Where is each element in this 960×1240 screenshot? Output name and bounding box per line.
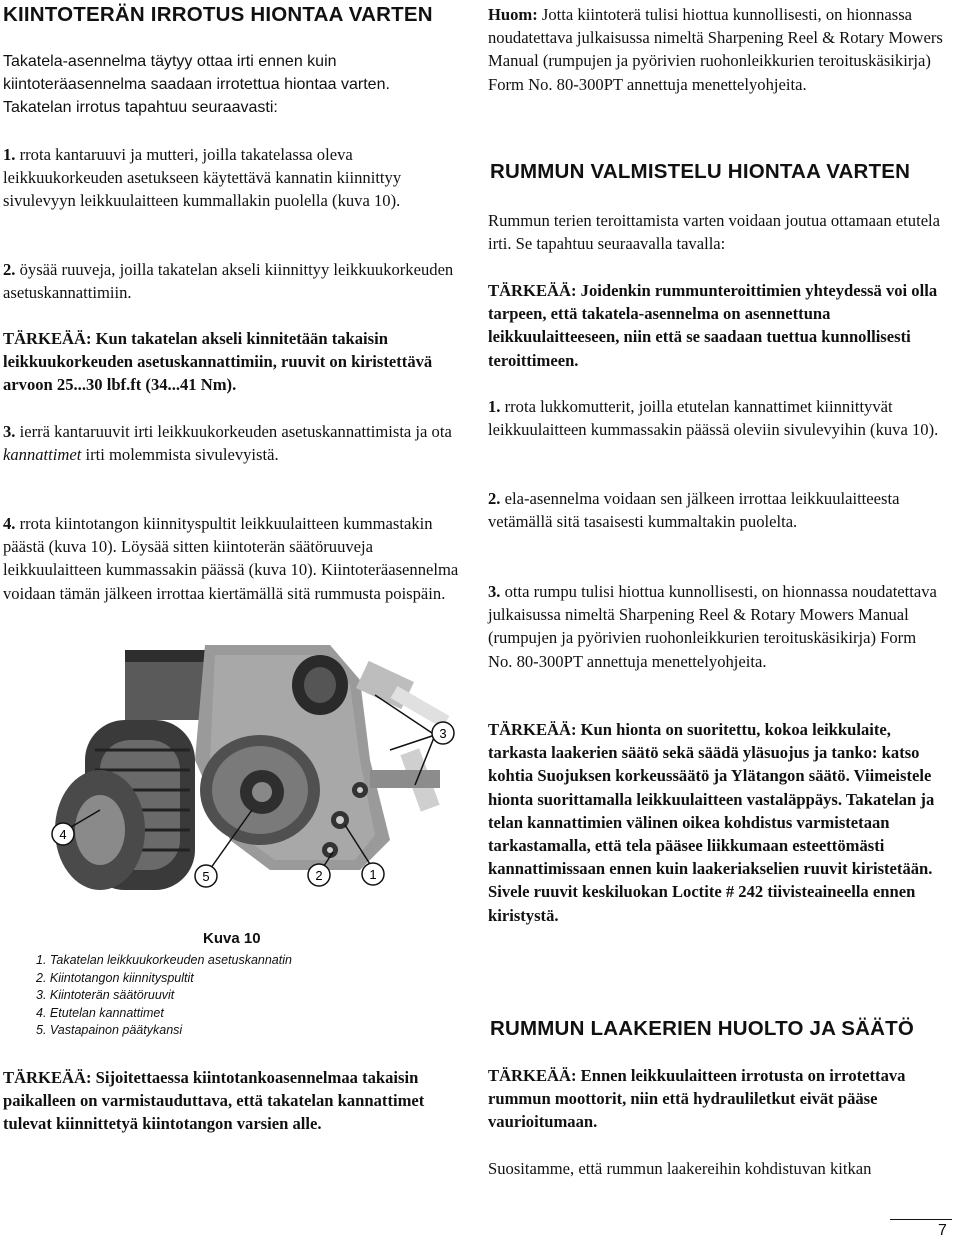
callout-1 [362,863,384,885]
caption-item: 2. Kiintotangon kiinnityspultit [36,970,194,985]
caption-item: 1. Takatelan leikkuukorkeuden asetuskannatin [36,953,292,967]
figure-caption [36,930,476,1040]
mower-assembly-illustration [30,640,470,940]
caption-item: 5. Vastapainon päätykansi [36,1023,183,1038]
important-note-stationary-bar: TÄRKEÄÄ: Sijoitettaessa kiintotankoasennelmaa takaisin paikalleen on varmistauduttava, että takatelan kannattimet tulevat kiinnittetyä kiintotangon varsien alle. [3,1068,425,1134]
step-number: 1. [3,145,16,164]
svg-text:1: 1 [369,867,377,882]
final-paragraph: Suositamme, että rummun laakereihin kohdistuvan kitkan [488,1159,872,1178]
callout-2 [308,864,330,886]
important-note-axle: TÄRKEÄÄ: Kun takatelan akseli kinnitetään takaisin leikkuukorkeuden asetuskannattimiin, ruuvit on kiristettävä arvoon 25...30 lbf.ft (34...41 Nm). [3,329,433,395]
step-text: rrota lukkomutterit, joilla etutelan kannattimet kiinnittyvät leikkuulaitteen kummassakin päässä oleviin sivulevyihin (kuva 10). [488,397,939,440]
step-number: 3. [3,422,16,441]
figure-10-photo [30,640,470,940]
callout-5 [195,865,217,887]
step-4 [3,512,463,605]
important-note-hydraulics: TÄRKEÄÄ: Ennen leikkuulaitteen irrotusta on irrotettava rummun moottorit, niin että hydrauliletkut eivät pääse vaurioitumaan. [488,1066,906,1132]
section-heading-stationary-knife: KIINTOTERÄN IRROTUS HIONTAA VARTEN [3,3,433,26]
svg-text:5: 5 [202,869,210,884]
step-1 [488,395,943,441]
section-heading-reel-prep: RUMMUN VALMISTELU HIONTAA VARTEN [490,160,911,183]
step-text-end: irti molemmista sivulevyistä. [81,445,279,465]
step-number: 2. [3,260,16,279]
important-note-sharpener: TÄRKEÄÄ: Joidenkin rummunteroittimien yhteydessä voi olla tarpeen, että takatela-asennelma on asennettuna leikkuulaitteeseen, niin että se saadaan tuettua kunnollisesti teroittimeen. [488,281,938,370]
callout-3 [432,722,454,744]
step-text-italic: kannattimet [3,445,82,465]
reel-intro-paragraph: Rummun terien teroittamista varten voidaan joutua ottamaan etutela irti. Se tapahtuu seuraavalla tavalla: [488,211,941,254]
step-2 [3,258,463,304]
important-note-reassembly: TÄRKEÄÄ: Kun hionta on suoritettu, kokoa leikkulaite, tarkasta laakerien säätö sekä säädä yläsuojus ja tanko: katso kohtia Suojuksen korkeussäätö ja Ylätangon säätö. Viimeistele hionta suorittamalla leikkuulaitteen vastaläppäys. Takatelan ja telan kannattimien välinen oikea kohdistus varmistetaan tarkastamalla, että tela pääsee liikkumaan esteettömästi kannattimissaan ennen kuin laakeriakselien ruuvit kiristetään. Sivele ruuvit keskiluokan Loctite # 242 tiivisteaineella ennen kiristystä. [488,720,935,925]
step-text: otta rumpu tulisi hiottua kunnollisesti, on hionnassa noudatettava julkaisussa nimeltä Sharpening Reel & Rotary Mowers Manual (rumpujen ja pyörivien ruohonleikkurien teroituskäsikirja) Form No. 80-300PT annettuja menettelyohjeita. [488,582,937,671]
page-number: 7 [938,1222,947,1239]
step-number: 4. [3,514,16,533]
callout-4 [52,823,74,845]
step-2 [488,487,943,533]
step-text: rrota kantaruuvi ja mutteri, joilla takatelassa oleva leikkuukorkeuden asetukseen käytettävä kannatin kiinnittyy sivulevyyn leikkuulaitteen kummallakin puolella (kuva 10). [3,145,402,211]
svg-text:2: 2 [315,868,323,883]
svg-text:4: 4 [59,827,67,842]
step-text: ela-asennelma voidaan sen jälkeen irrottaa leikkuulaitteesta vetämällä sitä tasaisesti kummaltakin puolelta. [488,489,900,532]
step-text: öysää ruuveja, joilla takatelan akseli kiinnittyy leikkuukorkeuden asetuskannattimiin. [3,260,454,303]
step-3 [3,420,463,466]
step-text: rrota kiintotangon kiinnityspultit leikkuulaitteen kummastakin päästä (kuva 10). Löysää sitten kiintoterän säätöruuveja leikkuulaitteen kummassakin päässä (kuva 10). Kiintoteräasennelma voidaan tämän jälkeen irrottaa kiertämällä sitä rummusta poispäin. [3,514,459,603]
note-label: Huom: [488,5,538,24]
step-3 [488,580,943,673]
svg-text:3: 3 [439,726,447,741]
step-number: 1. [488,397,501,416]
step-number: 2. [488,489,501,508]
note-text: Jotta kiintoterä tulisi hiottua kunnollisesti, on hionnassa noudatettava julkaisussa nimeltä Sharpening Reel & Rotary Mowers Manual (rumpujen ja pyörivien ruohonleikkurien teroituskäsikirja) Form No. 80-300PT annettuja menettelyohjeita. [488,5,943,94]
footer-rule [890,1219,952,1220]
step-1 [3,143,463,213]
intro-paragraph: Takatela-asennelma täytyy ottaa irti ennen kuin kiintoteräasennelma saadaan irrotettua hiontaa varten. Takatelan irrotus tapahtuu seuraavasti: [3,53,390,117]
section-heading-bearing-service: RUMMUN LAAKERIEN HUOLTO JA SÄÄTÖ [490,1017,914,1040]
note-paragraph [488,3,948,96]
step-number: 3. [488,582,501,601]
caption-title: Kuva 10 [203,930,261,947]
caption-item: 3. Kiintoterän säätöruuvit [36,988,175,1003]
step-text: ierrä kantaruuvit irti leikkuukorkeuden asetuskannattimista ja ota [19,422,452,441]
caption-item: 4. Etutelan kannattimet [36,1005,164,1020]
